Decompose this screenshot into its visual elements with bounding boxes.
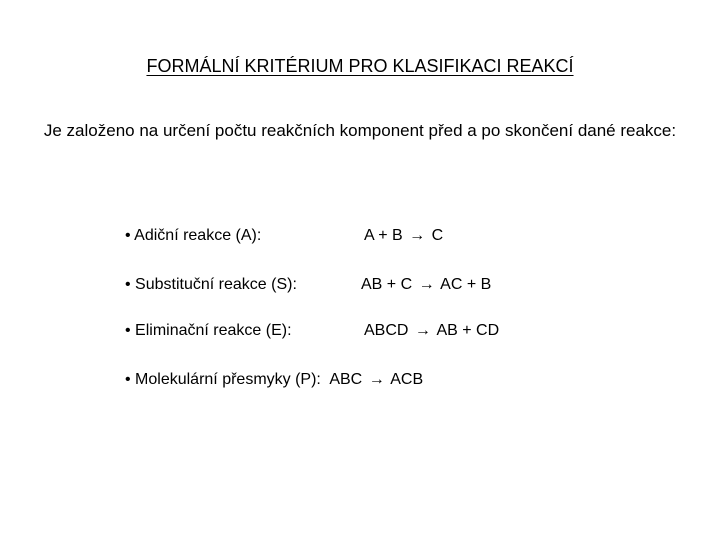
item-formula — [361, 275, 491, 295]
formula-reactants: ABC — [329, 371, 363, 388]
item-label: • Substituční reakce (S): — [125, 276, 297, 293]
arrow-right-icon: → — [368, 371, 385, 388]
formula-reactants: AB + C — [361, 276, 413, 293]
arrow-right-icon: → — [418, 276, 435, 293]
formula-products: C — [431, 227, 444, 244]
item-label: • Adiční reakce (A): — [125, 227, 262, 244]
item-formula — [364, 226, 443, 246]
formula-products: AC + B — [440, 276, 492, 293]
item-label: • Molekulární přesmyky (P): ABC → ACB — [125, 371, 424, 388]
item-formula — [364, 321, 499, 341]
arrow-right-icon: → — [409, 227, 426, 244]
item-label: • Eliminační reakce (E): — [125, 322, 292, 339]
formula-reactants: A + B — [364, 227, 403, 244]
formula-reactants: ABCD — [364, 322, 409, 339]
formula-products: ACB — [390, 371, 424, 388]
formula-products: AB + CD — [436, 322, 500, 339]
intro-text: Je založeno na určení počtu reakčních komponent před a po skončení dané reakce: — [43, 121, 677, 140]
arrow-right-icon: → — [414, 322, 431, 339]
slide-title: FORMÁLNÍ KRITÉRIUM PRO KLASIFIKACI REAKCÍ — [146, 56, 574, 76]
